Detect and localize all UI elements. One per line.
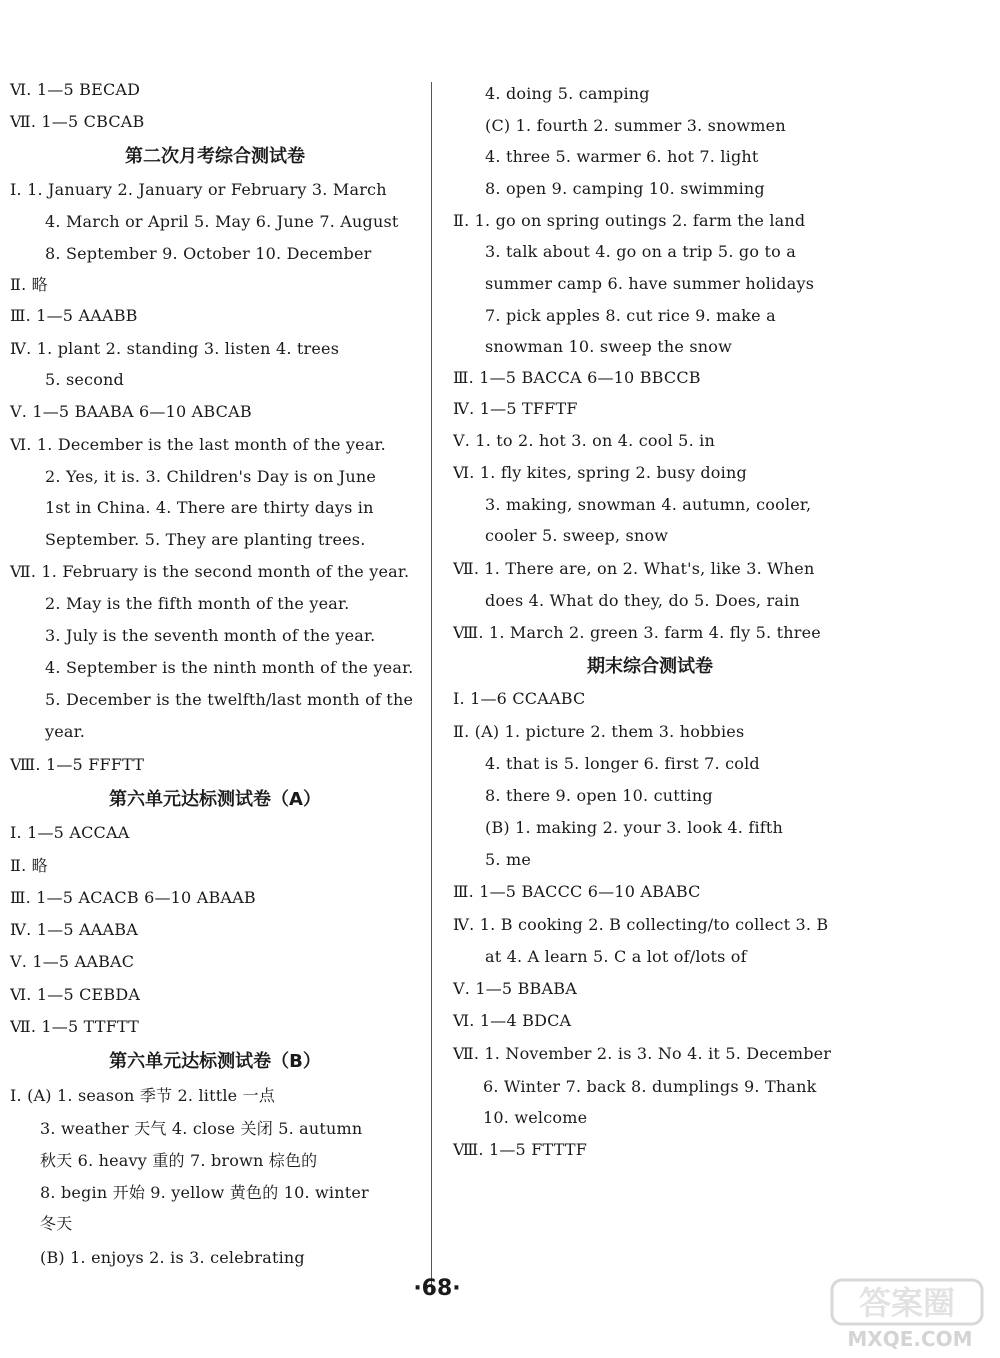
- answer-line: (B) 1. making 2. your 3. look 4. fifth: [485, 818, 784, 837]
- answer-line: September. 5. They are planting trees.: [45, 530, 366, 549]
- answer-line: 5. me: [485, 850, 531, 869]
- answer-line: Ⅵ. 1. fly kites, spring 2. busy doing: [453, 463, 747, 482]
- answer-line: 8. there 9. open 10. cutting: [485, 786, 713, 805]
- answer-line: Ⅰ. 1—5 ACCAA: [10, 823, 130, 842]
- answer-line: Ⅶ. 1. There are, on 2. What's, like 3. When: [453, 559, 815, 578]
- answer-line: Ⅳ. 1. plant 2. standing 3. listen 4. trees: [10, 339, 340, 358]
- answer-line: Ⅴ. 1—5 AABAC: [10, 952, 135, 971]
- answer-line: 4. doing 5. camping: [485, 84, 650, 103]
- answer-line: 7. pick apples 8. cut rice 9. make a: [485, 306, 776, 325]
- answer-line: Ⅰ. 1. January 2. January or February 3. March: [10, 180, 387, 199]
- answer-line: 5. December is the twelfth/last month of the: [45, 690, 414, 709]
- answer-line: Ⅲ. 1—5 ACACB 6—10 ABAAB: [10, 888, 256, 907]
- answer-line: Ⅳ. 1—5 AAABA: [10, 920, 138, 939]
- answer-line: snowman 10. sweep the snow: [485, 337, 732, 356]
- answer-line: Ⅶ. 1. November 2. is 3. No 4. it 5. December: [453, 1044, 832, 1063]
- answer-line: Ⅲ. 1—5 AAABB: [10, 306, 138, 325]
- answer-line: Ⅵ. 1. December is the last month of the year.: [10, 435, 386, 454]
- section-heading: 第二次月考综合测试卷: [125, 146, 305, 167]
- answer-line: 4. that is 5. longer 6. first 7. cold: [485, 754, 760, 773]
- answer-line: 8. begin 开始 9. yellow 黄色的 10. winter: [40, 1183, 369, 1202]
- answer-line: Ⅳ. 1—5 TFFTF: [453, 399, 578, 418]
- answer-line: Ⅵ. 1—5 BECAD: [10, 80, 141, 99]
- answer-line: Ⅷ. 1—5 FFFTT: [10, 755, 145, 774]
- answer-line: 8. September 9. October 10. December: [45, 244, 372, 263]
- answer-line: Ⅲ. 1—5 BACCA 6—10 BBCCB: [453, 368, 701, 387]
- answer-line: Ⅴ. 1—5 BAABA 6—10 ABCAB: [10, 402, 252, 421]
- answer-line: 5. second: [45, 370, 124, 389]
- answer-line: 8. open 9. camping 10. swimming: [485, 179, 765, 198]
- section-heading: 第六单元达标测试卷（A）: [109, 789, 321, 810]
- answer-line: 4. September is the ninth month of the year.: [45, 658, 414, 677]
- answer-line: Ⅴ. 1—5 BBABA: [453, 979, 577, 998]
- answer-line: 秋天 6. heavy 重的 7. brown 棕色的: [40, 1151, 318, 1170]
- answer-line: Ⅷ. 1—5 FTTTF: [453, 1140, 588, 1159]
- answer-line: 2. May is the fifth month of the year.: [45, 594, 350, 613]
- answer-line: Ⅱ. (A) 1. picture 2. them 3. hobbies: [453, 722, 745, 741]
- answer-line: Ⅴ. 1. to 2. hot 3. on 4. cool 5. in: [453, 431, 715, 450]
- answer-line: year.: [45, 722, 86, 741]
- answer-line: Ⅰ. 1—6 CCAABC: [453, 689, 586, 708]
- answer-line: 冬天: [40, 1214, 73, 1233]
- answer-line: Ⅲ. 1—5 BACCC 6—10 ABABC: [453, 882, 701, 901]
- answer-line: does 4. What do they, do 5. Does, rain: [485, 591, 800, 610]
- answer-line: 6. Winter 7. back 8. dumplings 9. Thank: [483, 1077, 817, 1096]
- answer-line: Ⅷ. 1. March 2. green 3. farm 4. fly 5. three: [453, 623, 821, 642]
- answer-line: Ⅶ. 1. February is the second month of the year.: [10, 562, 410, 581]
- watermark-logo: [826, 1278, 994, 1352]
- answer-line: 4. three 5. warmer 6. hot 7. light: [485, 147, 759, 166]
- answer-line: Ⅱ. 略: [10, 856, 48, 875]
- answer-line: Ⅱ. 1. go on spring outings 2. farm the land: [453, 211, 806, 230]
- answer-line: 3. weather 天气 4. close 关闭 5. autumn: [40, 1119, 363, 1138]
- answer-line: Ⅶ. 1—5 TTFTT: [10, 1017, 140, 1036]
- svg-text:答案圈: 答案圈: [858, 1284, 956, 1322]
- answer-line: summer camp 6. have summer holidays: [485, 274, 815, 293]
- answer-line: (B) 1. enjoys 2. is 3. celebrating: [40, 1248, 305, 1267]
- answer-line: 4. March or April 5. May 6. June 7. August: [45, 212, 399, 231]
- answer-line: 3. making, snowman 4. autumn, cooler,: [485, 495, 812, 514]
- answer-line: Ⅰ. (A) 1. season 季节 2. little 一点: [10, 1086, 276, 1105]
- answer-line: at 4. A learn 5. C a lot of/lots of: [485, 947, 747, 966]
- answer-line: 10. welcome: [483, 1108, 588, 1127]
- answer-line: Ⅱ. 略: [10, 275, 48, 294]
- answer-line: 3. talk about 4. go on a trip 5. go to a: [485, 242, 796, 261]
- page-number: ·68·: [413, 1276, 461, 1301]
- answer-line: 2. Yes, it is. 3. Children's Day is on June: [45, 467, 377, 486]
- column-divider: [431, 82, 432, 1292]
- answer-line: 3. July is the seventh month of the year.: [45, 626, 376, 645]
- answer-line: cooler 5. sweep, snow: [485, 526, 669, 545]
- answer-line: Ⅳ. 1. B cooking 2. B collecting/to collect 3. B: [453, 915, 829, 934]
- answer-line: Ⅶ. 1—5 CBCAB: [10, 112, 145, 131]
- answer-line: Ⅵ. 1—4 BDCA: [453, 1011, 572, 1030]
- answer-line: 1st in China. 4. There are thirty days in: [45, 498, 374, 517]
- answer-line: (C) 1. fourth 2. summer 3. snowmen: [485, 116, 786, 135]
- answer-line: Ⅵ. 1—5 CEBDA: [10, 985, 141, 1004]
- section-heading: 第六单元达标测试卷（B）: [109, 1051, 321, 1072]
- svg-text:MXQE.COM: MXQE.COM: [847, 1327, 973, 1351]
- section-heading: 期末综合测试卷: [587, 656, 713, 677]
